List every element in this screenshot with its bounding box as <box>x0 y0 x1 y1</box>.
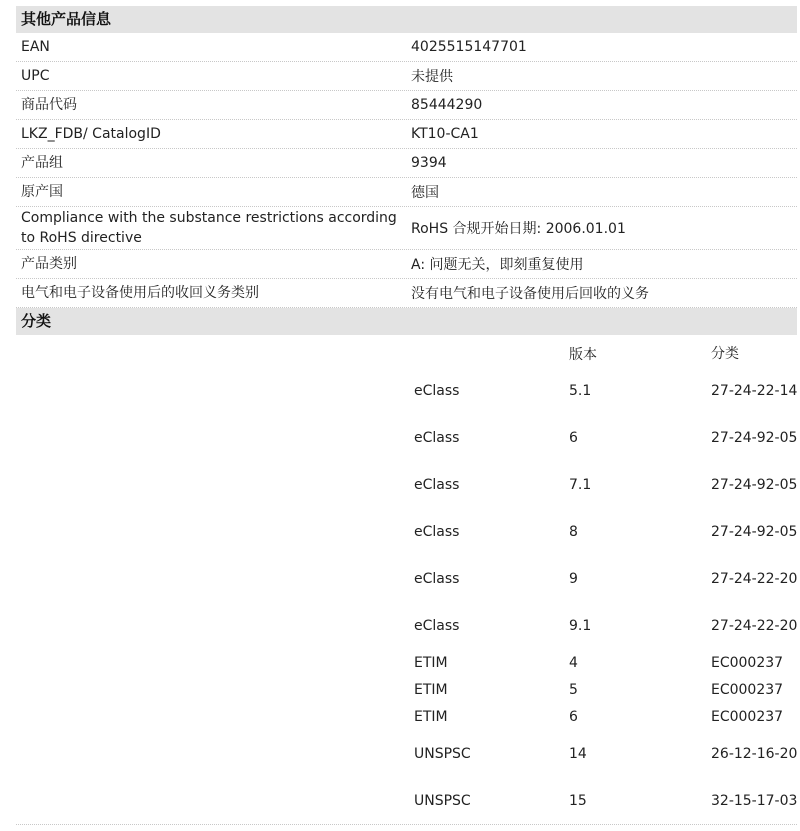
info-value: A: 问题无关，即刻重复使用 <box>411 257 584 273</box>
table-row <box>16 777 797 824</box>
info-row-product-group <box>16 149 797 178</box>
table-row <box>16 414 797 461</box>
class-column-header: 分类 <box>711 346 739 362</box>
info-value: 没有电气和电子设备使用后回收的义务 <box>411 286 649 302</box>
system-cell: eClass <box>414 476 460 493</box>
other-info-header: 其他产品信息 <box>16 6 797 33</box>
info-row-product-category <box>16 250 797 279</box>
system-cell: ETIM <box>414 708 448 725</box>
system-cell: UNSPSC <box>414 745 471 762</box>
version-cell: 5.1 <box>569 382 592 399</box>
class-code-cell: EC000237 <box>711 654 784 671</box>
info-key: LKZ_FDB/ CatalogID <box>21 126 161 142</box>
class-code-cell: 27-24-92-05 <box>711 523 798 540</box>
classification-table <box>16 335 797 825</box>
info-key: EAN <box>21 39 50 55</box>
info-key: 产品组 <box>21 155 63 171</box>
version-cell: 9.1 <box>569 617 592 634</box>
info-row-catalog-id <box>16 120 797 149</box>
version-cell: 4 <box>569 654 578 671</box>
info-key: 商品代码 <box>21 97 77 113</box>
class-code-cell: 27-24-22-20 <box>711 617 798 634</box>
system-cell: eClass <box>414 570 460 587</box>
class-code-cell: 26-12-16-20 <box>711 745 798 762</box>
info-key: UPC <box>21 68 50 84</box>
classification-header: 分类 <box>16 308 797 335</box>
system-cell: ETIM <box>414 681 448 698</box>
classification-column-headers <box>16 335 797 367</box>
system-cell: eClass <box>414 382 460 399</box>
system-cell: eClass <box>414 523 460 540</box>
table-row <box>16 367 797 414</box>
table-row <box>16 676 797 703</box>
info-value: 4025515147701 <box>411 39 527 55</box>
info-value: 9394 <box>411 155 447 171</box>
info-value: 未提供 <box>411 69 453 85</box>
info-key: 电气和电子设备使用后的收回义务类别 <box>21 285 259 301</box>
version-cell: 7.1 <box>569 476 592 493</box>
class-code-cell: 27-24-92-05 <box>711 476 798 493</box>
class-code-cell: 27-24-22-14 <box>711 382 798 399</box>
table-row <box>16 649 797 676</box>
version-cell: 8 <box>569 523 578 540</box>
class-code-cell: EC000237 <box>711 681 784 698</box>
class-code-cell: EC000237 <box>711 708 784 725</box>
version-cell: 5 <box>569 681 578 698</box>
version-cell: 14 <box>569 745 587 762</box>
info-row-rohs <box>16 207 797 250</box>
table-row <box>16 508 797 555</box>
version-cell: 6 <box>569 708 578 725</box>
class-code-cell: 27-24-22-20 <box>711 570 798 587</box>
info-value: 德国 <box>411 185 439 201</box>
table-row <box>16 602 797 649</box>
system-cell: UNSPSC <box>414 792 471 809</box>
info-value: 85444290 <box>411 97 483 113</box>
table-row <box>16 555 797 602</box>
info-row-commodity-code <box>16 91 797 120</box>
table-row <box>16 703 797 730</box>
table-row <box>16 461 797 508</box>
system-cell: ETIM <box>414 654 448 671</box>
table-row <box>16 730 797 777</box>
info-value: RoHS 合规开始日期: 2006.01.01 <box>411 221 626 237</box>
info-row-weee-category <box>16 279 797 308</box>
info-row-country-of-origin <box>16 178 797 207</box>
version-cell: 9 <box>569 570 578 587</box>
system-cell: eClass <box>414 617 460 634</box>
info-row-ean <box>16 33 797 62</box>
product-info-panel <box>16 6 797 825</box>
info-key: 原产国 <box>21 184 63 200</box>
version-column-header: 版本 <box>569 347 597 363</box>
version-cell: 6 <box>569 429 578 446</box>
info-value: KT10-CA1 <box>411 126 479 142</box>
class-code-cell: 32-15-17-03 <box>711 792 798 809</box>
system-cell: eClass <box>414 429 460 446</box>
info-row-upc <box>16 62 797 91</box>
version-cell: 15 <box>569 792 587 809</box>
class-code-cell: 27-24-92-05 <box>711 429 798 446</box>
info-key: Compliance with the substance restrictions according to RoHS directive <box>21 210 397 246</box>
info-key: 产品类别 <box>21 256 77 272</box>
